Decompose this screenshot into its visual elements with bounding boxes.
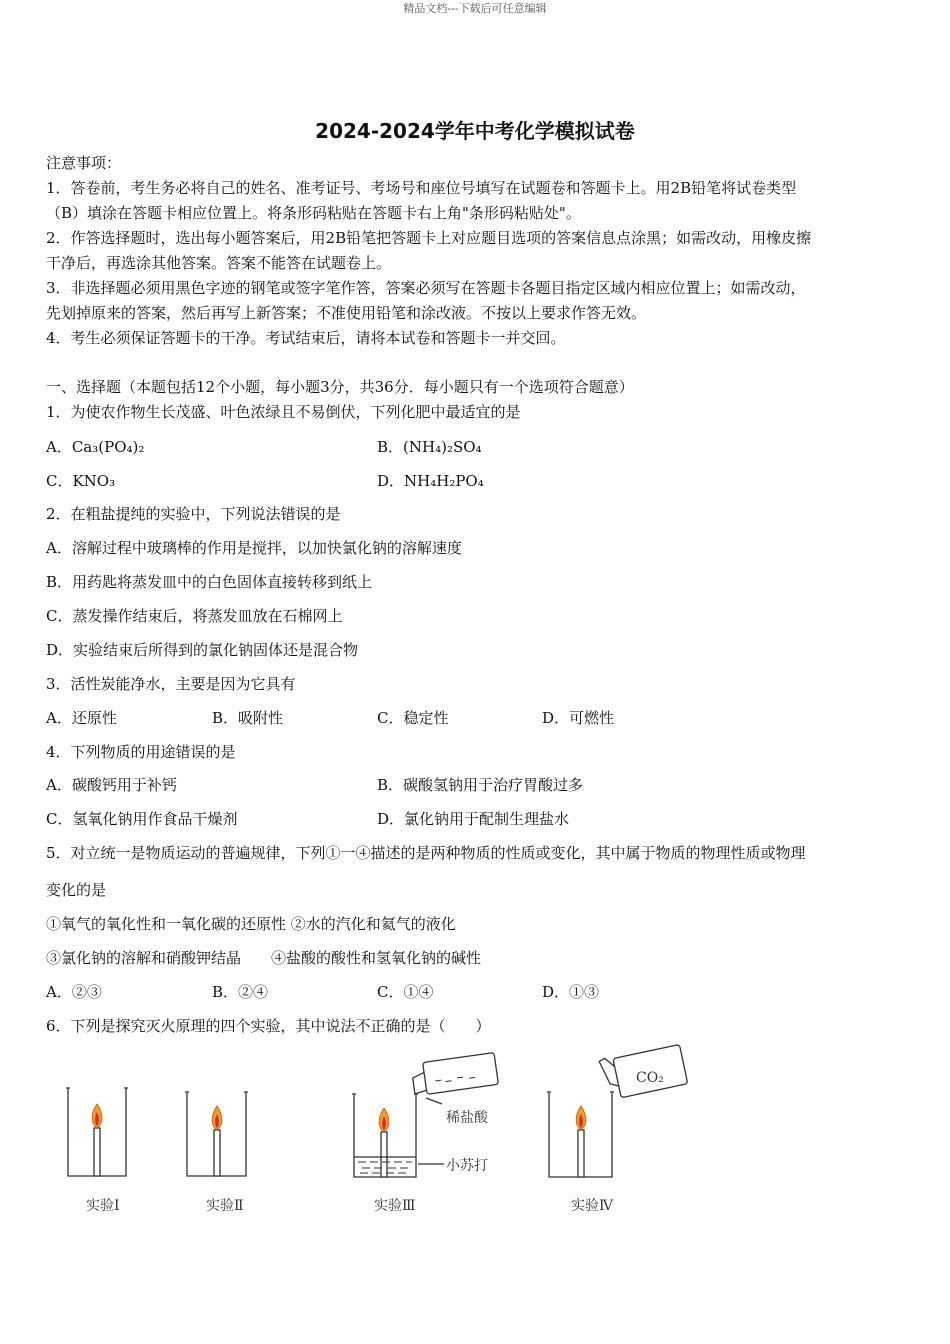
- note-line-5: 3．非选择题必须用黑色字迹的钢笔或签字笔作答，答案必须写在答题卡各题目指定区域内相应位置上；如需改动，: [46, 279, 806, 297]
- q4-stem: 4．下列物质的用途错误的是: [46, 743, 236, 761]
- notes-heading: 注意事项：: [46, 154, 122, 172]
- q1-option-c: C．KNO₃: [46, 472, 116, 490]
- label-co2: CO₂: [636, 1070, 664, 1086]
- q4-option-b: B．碳酸氢钠用于治疗胃酸过多: [377, 776, 584, 794]
- note-line-1: 1．答卷前，考生务必将自己的姓名、准考证号、考场号和座位号填写在试题卷和答题卡上。用2B铅笔将试卷类型: [46, 179, 797, 197]
- q5-item-line-2: ③氯化钠的溶解和硝酸钾结晶 ④盐酸的酸性和氢氧化钠的碱性: [46, 949, 482, 967]
- q4-option-d: D．氯化钠用于配制生理盐水: [377, 810, 570, 828]
- section-heading: 一、选择题（本题包括12个小题，每小题3分，共36分．每小题只有一个选项符合题意）: [46, 378, 634, 396]
- q6-stem: 6．下列是探究灭火原理的四个实验，其中说法不正确的是（ ）: [46, 1017, 491, 1035]
- q5-option-b: B．②④: [212, 983, 269, 1001]
- beaker-4: [547, 1043, 688, 1177]
- beaker-2: [185, 1092, 248, 1176]
- q2-option-a: A．溶解过程中玻璃棒的作用是搅拌，以加快氯化钠的溶解速度: [46, 539, 462, 557]
- q4-option-a: A．碳酸钙用于补钙: [46, 776, 177, 794]
- beaker-1: [66, 1088, 128, 1176]
- label-soda: 小苏打: [446, 1158, 488, 1174]
- label-exp-4: 实验Ⅳ: [571, 1198, 613, 1214]
- page-header: 精品文档---下载后可任意编辑: [403, 2, 547, 15]
- q2-option-b: B．用药匙将蒸发皿中的白色固体直接转移到纸上: [46, 573, 373, 591]
- q1-option-b: B．(NH₄)₂SO₄: [377, 438, 482, 456]
- q4-option-c: C．氢氧化钠用作食品干燥剂: [46, 810, 238, 828]
- q1-stem: 1．为使农作物生长茂盛、叶色浓绿且不易倒伏，下列化肥中最适宜的是: [46, 403, 521, 421]
- q5-item-line-1: ①氧气的氧化性和一氧化碳的还原性 ②水的汽化和氦气的液化: [46, 915, 456, 933]
- q3-option-a: A．还原性: [46, 709, 117, 727]
- page-title: 2024-2024学年中考化学模拟试卷: [315, 119, 635, 143]
- note-line-6: 先划掉原来的答案，然后再写上新答案；不准使用铅笔和涂改液。不按以上要求作答无效。: [46, 304, 647, 322]
- q3-option-c: C．稳定性: [377, 709, 449, 727]
- note-line-7: 4．考生必须保证答题卡的干净。考试结束后，请将本试卷和答题卡一并交回。: [46, 329, 566, 347]
- q5-option-d: D．①③: [542, 983, 600, 1001]
- q2-option-c: C．蒸发操作结束后，将蒸发皿放在石棉网上: [46, 607, 343, 625]
- label-acid: 稀盐酸: [446, 1110, 488, 1126]
- note-line-4: 干净后，再选涂其他答案。答案不能答在试题卷上。: [46, 254, 392, 272]
- q1-option-a: A．Ca₃(PO₄)₂: [46, 438, 145, 456]
- label-exp-3: 实验Ⅲ: [374, 1198, 416, 1214]
- experiment-figure: [46, 1040, 706, 1225]
- note-line-3: 2．作答选择题时，选出每小题答案后，用2B铅笔把答题卡上对应题目选项的答案信息点涂黑；如需改动，用橡皮擦: [46, 229, 812, 247]
- label-exp-2: 实验Ⅱ: [206, 1198, 244, 1214]
- q5-option-c: C．①④: [377, 983, 434, 1001]
- q3-option-b: B．吸附性: [212, 709, 284, 727]
- q5-stem-line-2: 变化的是: [46, 881, 107, 899]
- q2-option-d: D．实验结束后所得到的氯化钠固体还是混合物: [46, 641, 359, 659]
- q1-option-d: D．NH₄H₂PO₄: [377, 472, 484, 490]
- label-exp-1: 实验Ⅰ: [86, 1198, 120, 1214]
- q3-stem: 3．活性炭能净水，主要是因为它具有: [46, 675, 296, 693]
- candle-flames: [92, 1104, 586, 1132]
- q5-stem-line-1: 5．对立统一是物质运动的普遍规律，下列①一④描述的是两种物质的性质或变化，其中属于物质的物理性质或物理: [46, 844, 806, 862]
- q2-stem: 2．在粗盐提纯的实验中，下列说法错误的是: [46, 505, 341, 523]
- note-line-2: （B）填涂在答题卡相应位置上。将条形码粘贴在答题卡右上角"条形码粘贴处"。: [46, 204, 581, 222]
- q5-option-a: A．②③: [46, 983, 102, 1001]
- q3-option-d: D．可燃性: [542, 709, 615, 727]
